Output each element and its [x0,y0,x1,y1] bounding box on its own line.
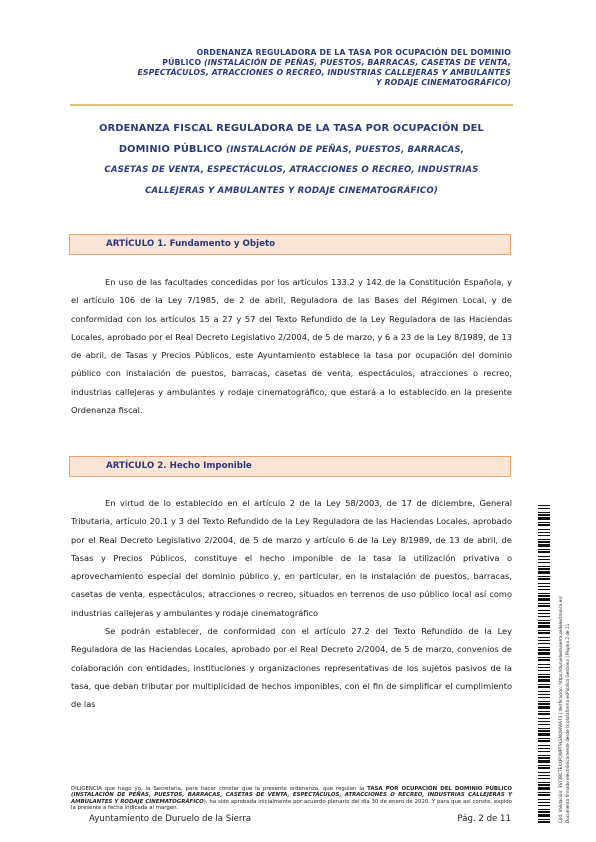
article-1-body [71,273,512,419]
document-title [70,119,513,201]
article-2-heading: ARTÍCULO 2. Hecho Imponible [69,456,511,477]
running-header-line-2-bold: PÚBLICO [162,58,204,67]
article-1-paragraph: En uso de las facultades concedidas por los artículos 133.2 y 142 de la Constitución Española, y el artículo 106 de la Ley 7/1985, de 2 de abril, Reguladora de las Bases del Régimen Local, y de conformidad con los artículos 15 a 27 y 57 del Texto Refundido de la Ley Reguladora de las Haciendas Locales, aprobado por el Real Decreto Legislativo 2/2004, de 5 de marzo, y 6 a 23 de la Ley 8/1989, de 13 de abril, de Tasas y Precios Públicos, este Ayuntamiento establece la tasa por ocupación del dominio público con instalación de puestos, barracas, casetas de venta, espectáculos, atracciones o recreo, industrias callejeras y ambulantes y rodaje cinematográfico, que estará a lo establecido en la presente Ordenanza fiscal. [71,277,512,416]
article-1-heading: ARTÍCULO 1. Fundamento y Objeto [69,234,511,255]
document-title-line-4: CALLEJERAS Y AMBULANTES Y RODAJE CINEMATOGRÁFICO) [145,185,438,196]
running-header-line-1: ORDENANZA REGULADORA DE LA TASA POR OCUPACIÓN DEL DOMINIO [196,48,511,57]
diligencia-part-1: DILIGENCIA que hago yo, la Secretaria, para hacer constar que la presente ordenanza, que regulan la [71,786,368,792]
barcode-icon [538,505,552,825]
document-title-line-2 [70,140,513,161]
article-2-body [71,494,512,714]
validation-stamp-line-2: Documento firmado electrónicamente desde la plataforma esPublico Gestiona | Página 2 de 11 [565,623,570,823]
document-title-line-1: ORDENANZA FISCAL REGULADORA DE LA TASA POR OCUPACIÓN DEL [99,123,484,134]
running-header-line-3: ESPECTÁCULOS, ATRACCIONES O RECREO, INDUSTRIAS CALLEJERAS Y AMBULANTES [137,68,511,77]
document-title-line-3: CASETAS DE VENTA, ESPECTÁCULOS, ATRACCIONES O RECREO, INDUSTRIAS [104,165,479,175]
article-2-paragraph-2: Se podrán establecer, de conformidad con el artículo 27.2 del Texto Refundido de la Ley Reguladora de las Haciendas Locales, aprobado por el Real Decreto 2/2004, de 5 de marzo, convenios de colaboración con entidades, instituciones y organizaciones representativas de los sujetos pasivos de la tasa, que deban tributar por multiplicidad de hechos imponibles, con el fin de simplificar el cumplimiento de las [71,626,512,710]
document-title-line-2-bold: DOMINIO PÚBLICO [118,143,227,155]
footer-page-number: Pág. 2 de 11 [457,814,511,824]
validation-stamp [538,505,590,825]
header-divider [70,104,513,106]
running-header-line-4: Y RODAJE CINEMATOGRÁFICO) [376,78,511,87]
footer-municipality: Ayuntamiento de Duruelo de la Sierra [89,814,252,824]
running-header-line-2-italic: (INSTALACIÓN DE PEÑAS, PUESTOS, BARRACAS, CASETAS DE VENTA, [204,58,511,67]
validation-stamp-line-1: Cód. Validación: 3SY3RCTEXXPQWPT9LSNQWWA73 | Verificación: https://durueloelasierra.sedelectronica.es/ [558,596,563,823]
diligencia-part-3: (INSTALACIÓN DE PEÑAS, PUESTOS, BARRACAS, CASETAS DE VENTA, ESPECTÁCULOS, ATRACCIONES O RECREO, INDUSTRIAS CALLEJERAS Y AMBULANTES Y RODAJE CINEMATOGRÁFICO [71,792,512,805]
running-header-line-2 [70,58,511,68]
diligencia-part-2: TASA POR OCUPACIÓN DEL DOMINIO PÚBLICO [367,786,513,792]
article-2-paragraph-1: En virtud de lo establecido en el artículo 2 de la Ley 58/2003, de 17 de diciembre, General Tributaria, artículo 20.1 y 3 del Texto Refundido de la Ley Reguladora de las Haciendas Locales, aprobado por el Real Decreto Legislativo 2/2004, de 5 de marzo y artículo 6 de la Ley 8/1989, de 13 de abril, de Tasas y Precios Públicos, constituye el hecho imponible de la tasa la utilización privativa o aprovechamiento especial del dominio público y, en particular, en la instalación de puestos, barracas, casetas de venta, espectáculos, atracciones o recreo, situados en terrenos de uso público local así como industrias callejeras y ambulantes y rodaje cinematográfico [71,498,512,618]
document-title-line-2-italic: (INSTALACIÓN DE PEÑAS, PUESTOS, BARRACAS, [226,144,465,155]
diligencia-part-4: ), ha sido aprobada inicialmente por acuerdo plenario del día 30 de enero de 2020. Y para que así conste, expido la presente a fecha indicada al margen. [71,798,512,812]
running-header [70,48,511,88]
diligencia-note [71,786,512,812]
